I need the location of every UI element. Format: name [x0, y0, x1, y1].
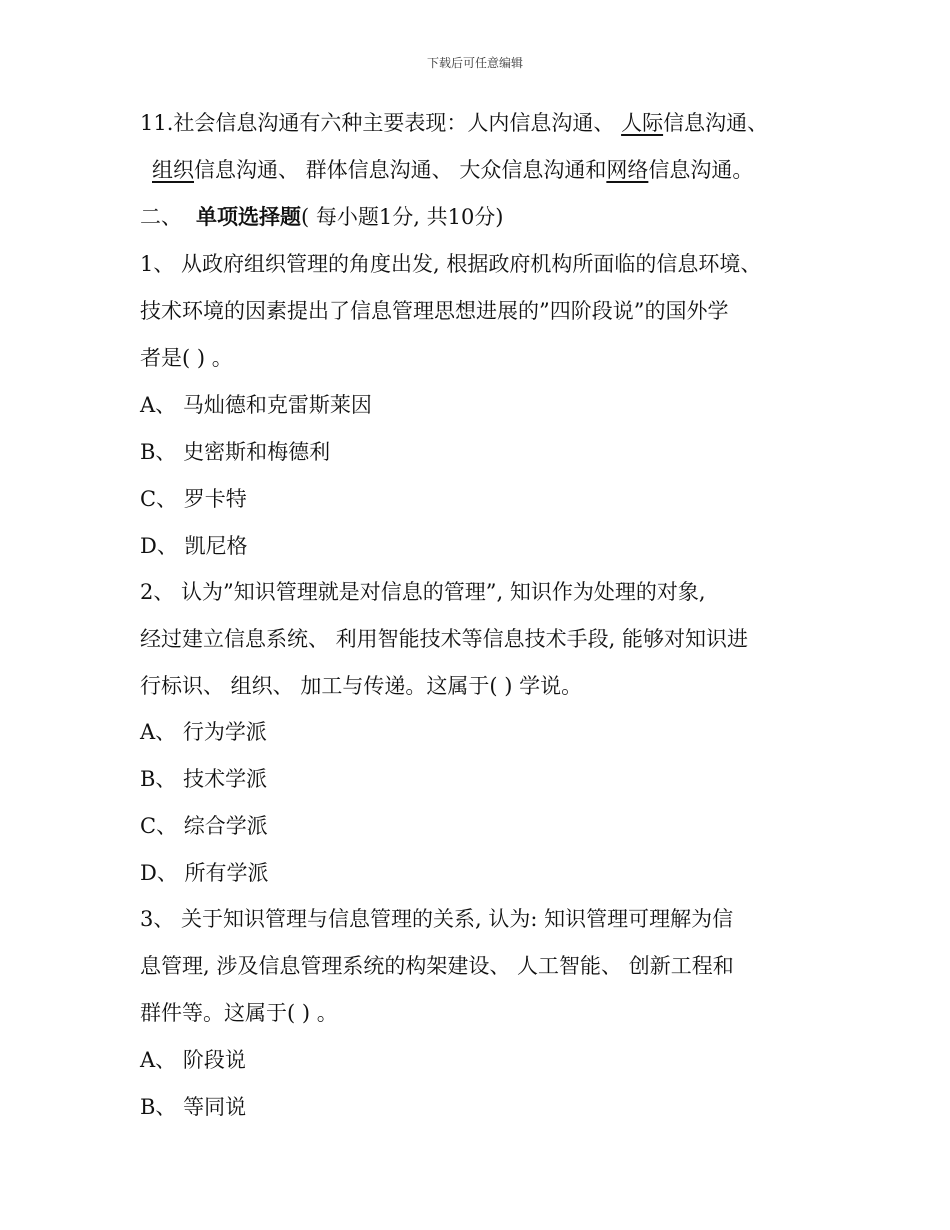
section-2-heading: [140, 202, 504, 232]
question-1-line-3: 者是( ) 。: [140, 346, 233, 370]
q11-answer-interpersonal: 人际: [621, 111, 664, 135]
q11-text-3: 信息沟通、 群体信息沟通、 大众信息沟通和: [194, 158, 607, 182]
q11-line-1: [140, 108, 768, 138]
question-1-option-d: D、 凯尼格: [140, 534, 248, 558]
q11-text-4: 信息沟通。: [648, 158, 754, 182]
question-1-option-b: B、 史密斯和梅德利: [140, 440, 331, 464]
question-2-option-b: B、 技术学派: [140, 767, 268, 791]
question-2-option-d: D、 所有学派: [140, 861, 269, 885]
section-number: 二、: [140, 205, 182, 229]
question-3-option-b: B、 等同说: [140, 1095, 247, 1119]
question-2-line-2: 经过建立信息系统、 利用智能技术等信息技术手段, 能够对知识进: [140, 627, 749, 651]
q11-text-1: 11.社会信息沟通有六种主要表现：人内信息沟通、: [140, 111, 622, 135]
q11-text-2: 信息沟通、: [663, 111, 769, 135]
q11-answer-organization: 组织: [152, 158, 194, 182]
section-note: ( 每小题1分, 共10分): [301, 205, 504, 229]
question-1-line-1: 1、 从政府组织管理的角度出发, 根据政府机构所面临的信息环境、: [140, 252, 762, 276]
q11-line-2: [152, 155, 753, 185]
question-1-line-2: 技术环境的因素提出了信息管理思想进展的”四阶段说”的国外学: [140, 299, 729, 323]
question-2-option-a: A、 行为学派: [140, 720, 267, 744]
question-3-line-2: 息管理, 涉及信息管理系统的构架建设、 人工智能、 创新工程和: [140, 954, 734, 978]
section-title: 单项选择题: [196, 204, 301, 229]
page-header: 下载后可任意编辑: [426, 56, 523, 70]
question-1-option-a: A、 马灿德和克雷斯莱因: [140, 393, 372, 417]
question-1-option-c: C、 罗卡特: [140, 487, 247, 511]
q11-answer-network: 网络: [606, 158, 649, 182]
question-2-option-c: C、 综合学派: [140, 814, 268, 838]
question-2-line-1: 2、 认为”知识管理就是对信息的管理”, 知识作为处理的对象,: [140, 580, 706, 604]
question-3-line-3: 群件等。这属于( ) 。: [140, 1001, 338, 1025]
question-3-line-1: 3、 关于知识管理与信息管理的关系, 认为: 知识管理可理解为信: [140, 907, 734, 931]
question-3-option-a: A、 阶段说: [140, 1048, 246, 1072]
question-2-line-3: 行标识、 组织、 加工与传递。这属于( ) 学说。: [140, 674, 583, 698]
